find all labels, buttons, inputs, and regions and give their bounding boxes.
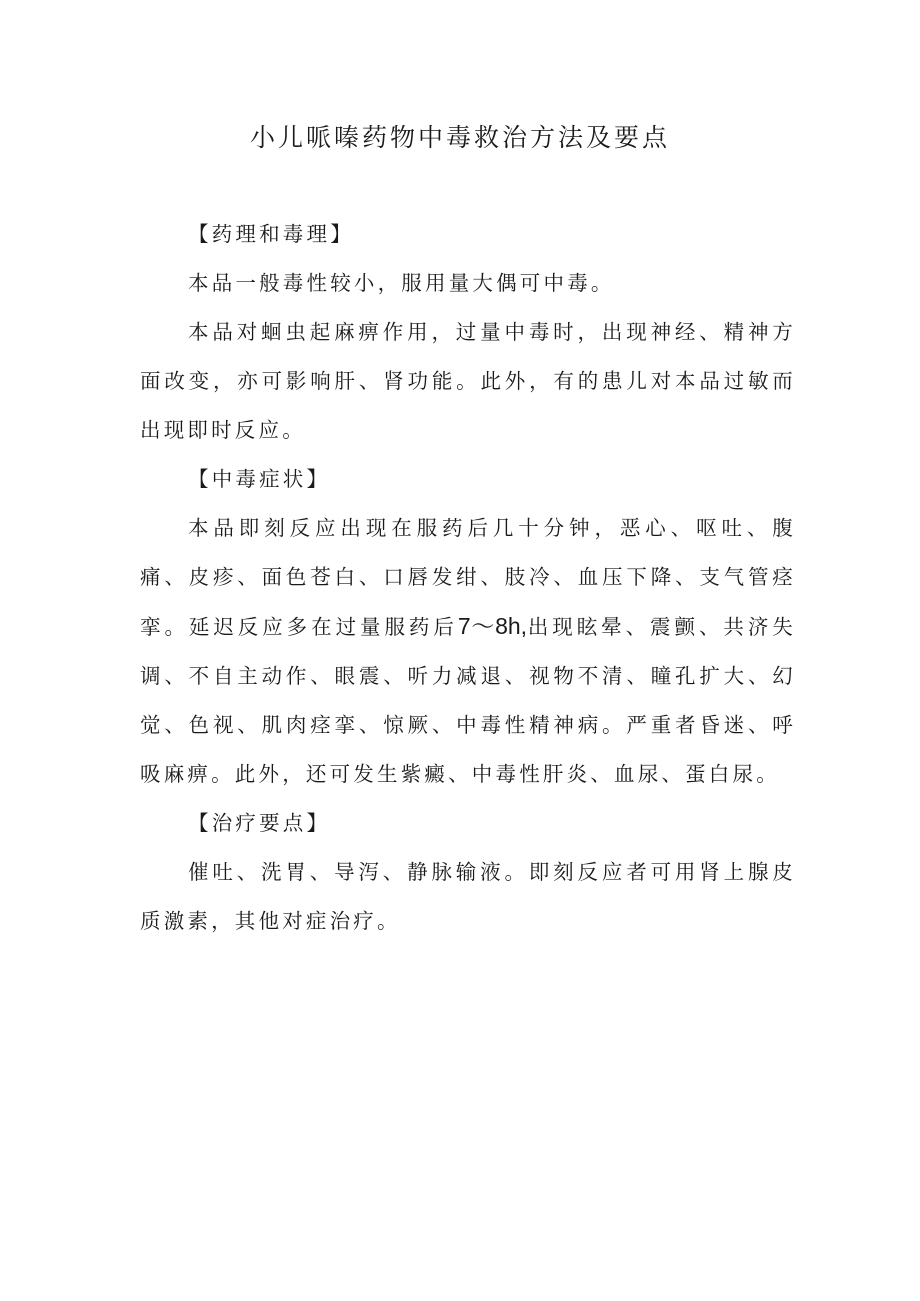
document-body [140,210,796,946]
symptoms-paragraph [140,504,796,799]
section-heading-symptoms: 【中毒症状】 [188,467,331,491]
symptoms-dose-time: 7～8h, [457,613,528,639]
section-heading-treatment: 【治疗要点】 [188,811,331,835]
treatment-paragraph: 催吐、洗胃、导泻、静脉输液。即刻反应者可用肾上腺皮质激素，其他对症治疗。 [140,860,796,933]
document-title: 小儿哌嗪药物中毒救治方法及要点 [249,123,670,152]
pharmacology-paragraph-2: 本品对蛔虫起麻痹作用，过量中毒时，出现神经、精神方面改变，亦可影响肝、肾功能。此外，有的患儿对本品过敏而出现即时反应。 [140,320,796,442]
section-heading-pharmacology: 【药理和毒理】 [188,222,354,246]
symptoms-text-after: 出现眩晕、震颤、共济失调、不自主动作、眼震、听力减退、视物不清、瞳孔扩大、幻觉、色视、肌肉痉挛、惊厥、中毒性精神病。严重者昏迷、呼吸麻痹。此外，还可发生紫癜、中毒性肝炎、血尿、蛋白尿。 [140,615,796,786]
pharmacology-paragraph-1: 本品一般毒性较小，服用量大偶可中毒。 [188,271,615,295]
symptoms-text-before: 本品即刻反应出现在服药后几十分钟，恶心、呕吐、腹痛、皮疹、面色苍白、口唇发绀、肢冷、血压下降、支气管痉挛。延迟反应多在过量服药后 [140,516,796,639]
